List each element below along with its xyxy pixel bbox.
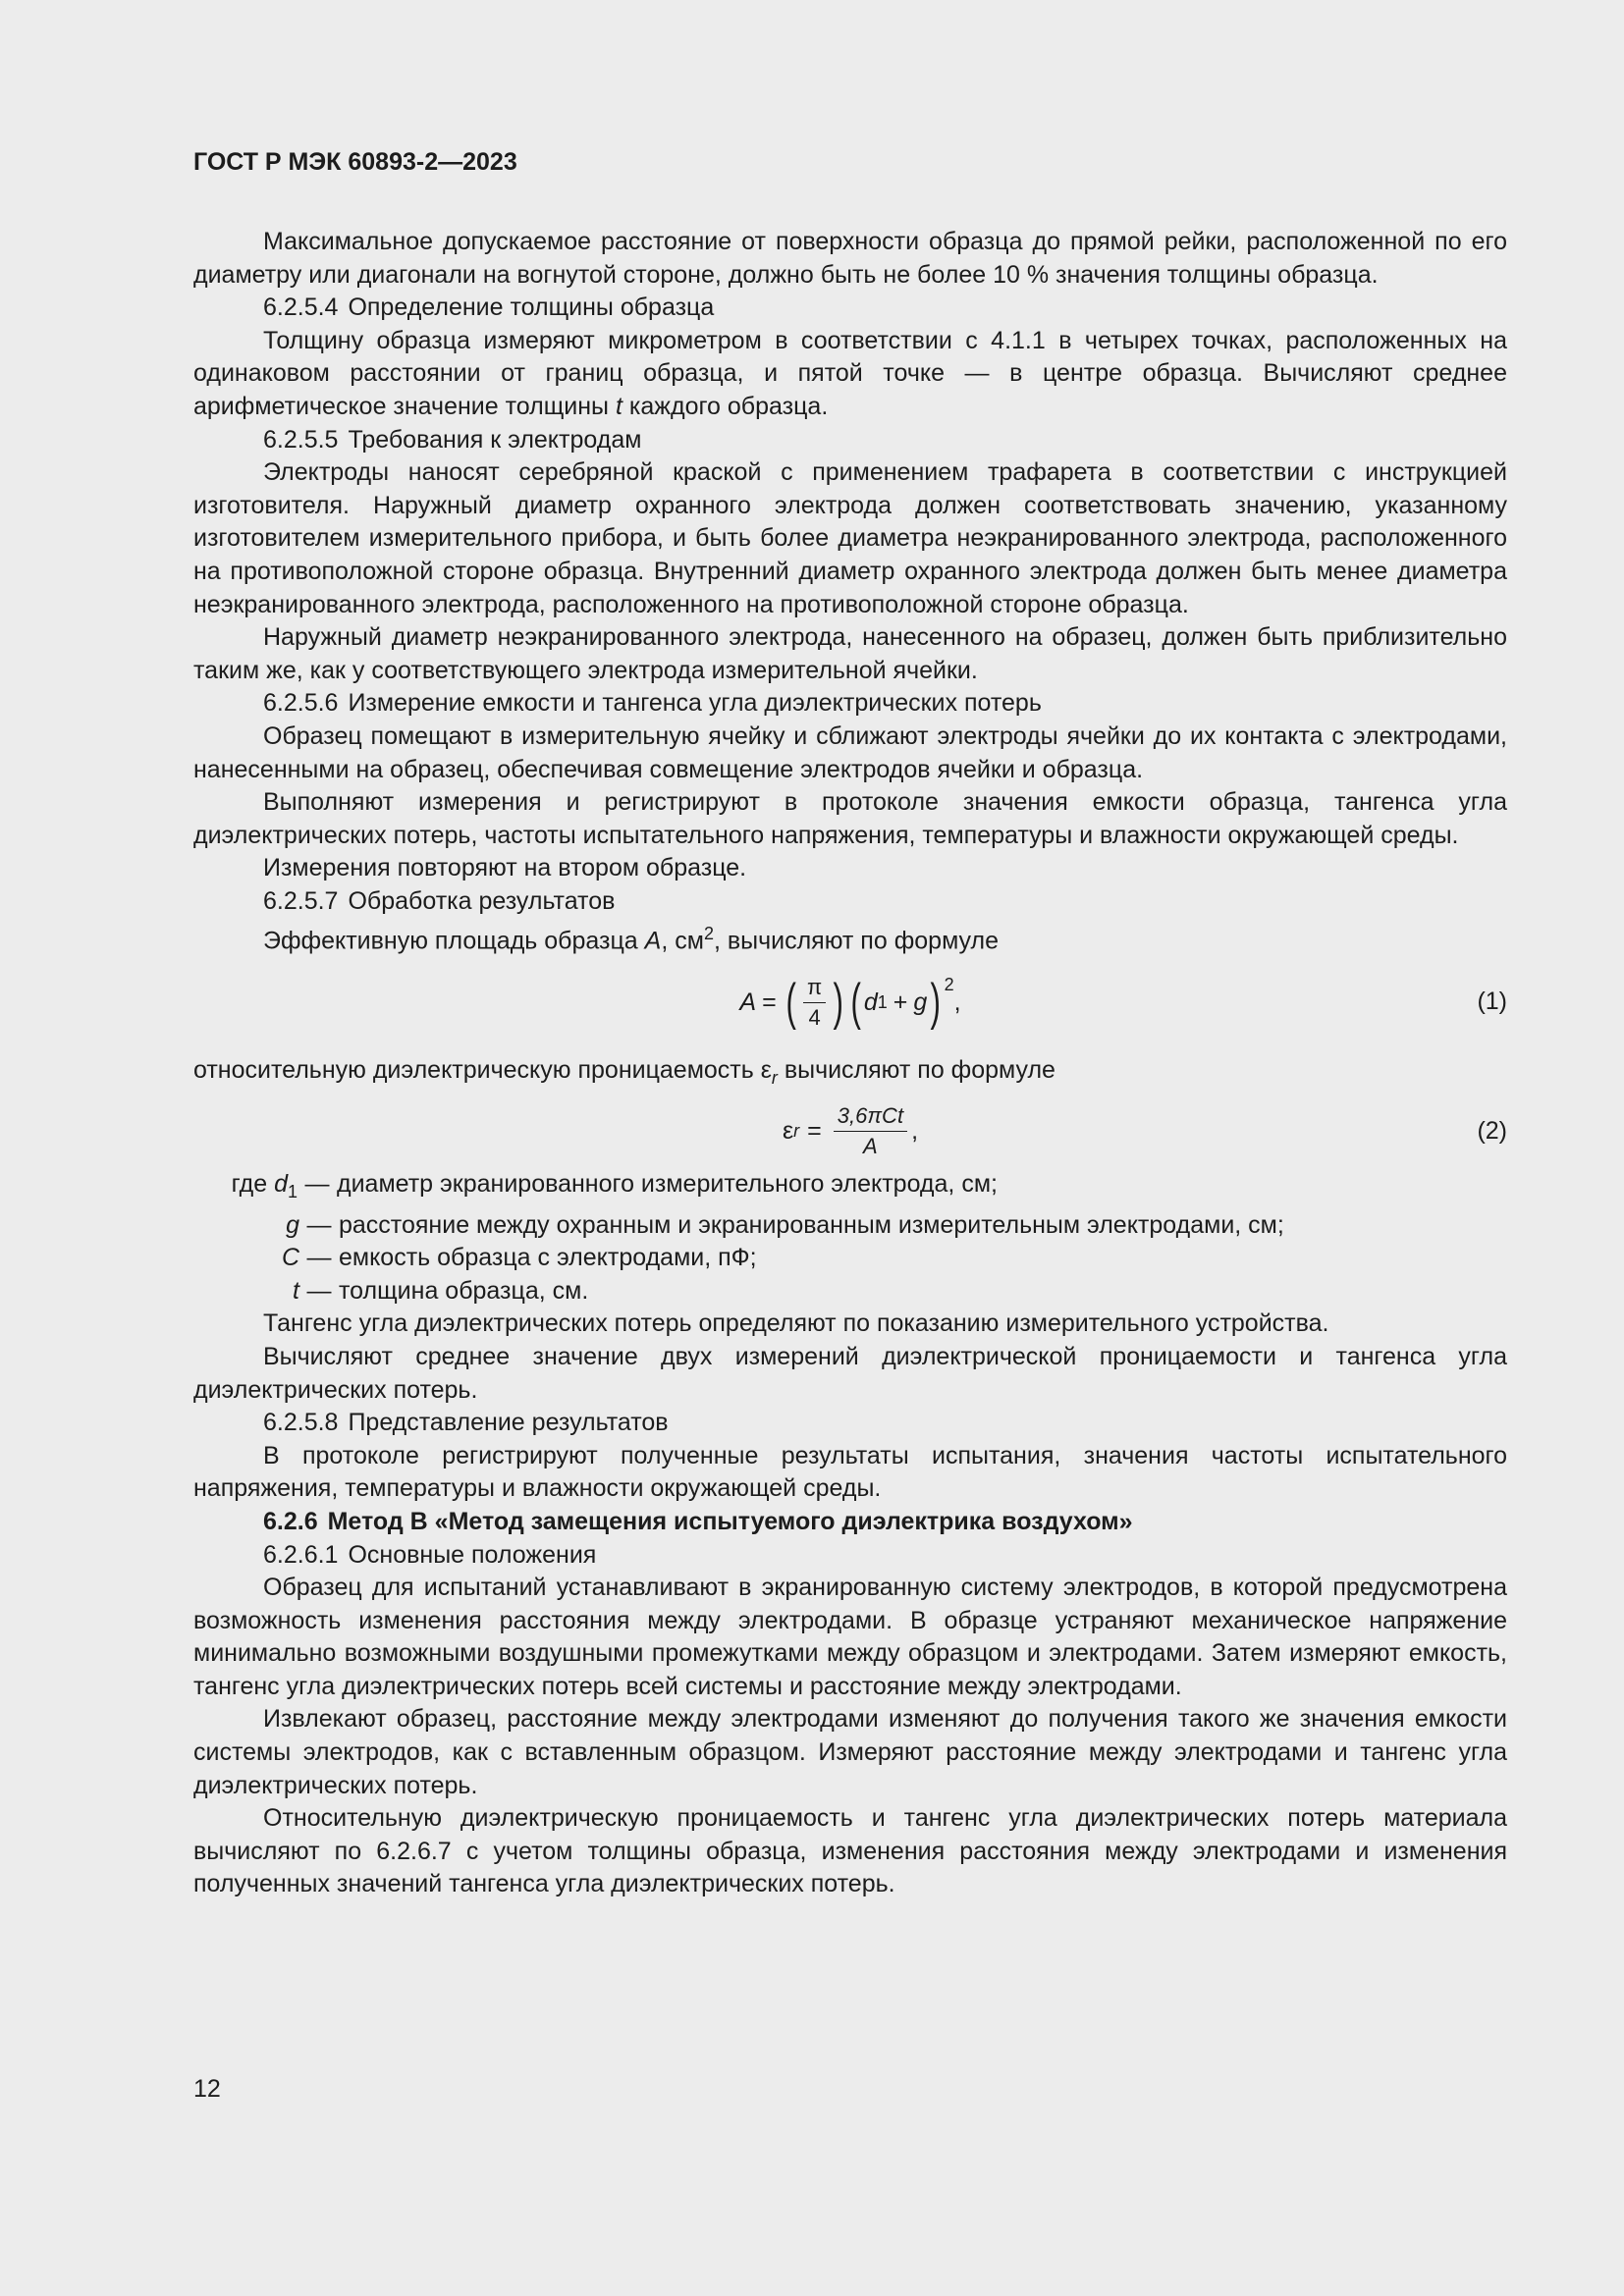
legend-item <box>193 1242 1507 1275</box>
paragraph <box>193 1054 1507 1095</box>
section-heading-6-2-5-5 <box>193 424 1507 457</box>
legend-symbol <box>191 1168 298 1209</box>
text-run: относительную диэлектрическую проницаемость ε <box>193 1056 772 1085</box>
fraction-denominator: 4 <box>808 1004 821 1030</box>
formula-2 <box>193 1095 1507 1168</box>
document-body <box>193 226 1507 1901</box>
section-heading-6-2-5-7 <box>193 885 1507 919</box>
paragraph: Вычисляют среднее значение двух измерений диэлектрической проницаемости и тангенса угла диэлектрических потерь. <box>193 1342 1507 1404</box>
section-title: Основные положения <box>348 1540 597 1569</box>
formula-symbol: A <box>739 988 757 1016</box>
right-paren: ) <box>930 974 942 1032</box>
legend-description: диаметр экранированного измерительного электрода, см; <box>337 1169 998 1198</box>
equation-number: (1) <box>1477 988 1507 1016</box>
section-heading-6-2-6-1 <box>193 1539 1507 1573</box>
section-number: 6.2.5.6 <box>263 689 339 718</box>
left-paren: ( <box>785 974 796 1032</box>
legend-list <box>193 1168 1507 1308</box>
text-run: , вычисляют по формуле <box>713 927 999 955</box>
fraction-numerator: π <box>803 975 826 1003</box>
comma: , <box>911 1117 919 1146</box>
formula-symbol: g <box>913 988 928 1016</box>
section-heading-6-2-5-6 <box>193 687 1507 721</box>
section-title: Метод В «Метод замещения испытуемого диэлектрика воздухом» <box>327 1507 1133 1535</box>
paragraph: Электроды наносят серебряной краской с применением трафарета в соответствии с инструкцией изготовителя. Наружный диаметр охранного электрода должен соответствовать значению, указанному изготовителем измерительного прибора, и быть более диаметра неэкранированного электрода, расположенного на противоположной стороне образца. Внутренний диаметр охранного электрода должен быть менее диаметра неэкранированного электрода, расположенного на противоположной стороне образца. <box>193 458 1507 618</box>
section-title: Представление результатов <box>348 1409 669 1437</box>
section-number: 6.2.5.5 <box>263 425 339 454</box>
legend-item <box>193 1275 1507 1308</box>
text-run: Эффективную площадь образца <box>263 927 645 955</box>
right-paren: ) <box>833 974 844 1032</box>
legend-dash: — <box>304 1169 330 1198</box>
section-title: Обработка результатов <box>348 886 616 915</box>
section-title: Определение толщины образца <box>348 294 715 322</box>
section-number: 6.2.6 <box>263 1507 318 1535</box>
paragraph: Максимальное допускаемое расстояние от поверхности образца до прямой рейки, расположенной по его диаметру или диагонали на вогнутой стороне, должно быть не более 10 % значения толщины образца. <box>193 228 1507 289</box>
formula-1-expression <box>193 958 1507 1046</box>
formula-symbol: d <box>863 988 878 1016</box>
legend-description: толщина образца, см. <box>339 1276 589 1305</box>
paragraph: Относительную диэлектрическую проницаемость и тангенс угла диэлектрических потерь материала вычисляют по 6.2.6.7 с учетом толщины образца, изменения расстояния между электродами и изменения полученных значений тангенса угла диэлектрических потерь. <box>193 1804 1507 1898</box>
section-heading-6-2-5-4 <box>193 292 1507 325</box>
paragraph: Образец для испытаний устанавливают в экранированную систему электродов, в которой предусмотрена возможность изменения расстояния между электродами. В образце устраняют механическое напряжение минимально возможными воздушными промежутками между образцом и электродами. Затем измеряют емкость, тангенс угла диэлектрических потерь всей системы и расстояние между электродами. <box>193 1574 1507 1700</box>
formula-1 <box>193 958 1507 1046</box>
legend-dash: — <box>306 1244 332 1272</box>
paragraph: Наружный диаметр неэкранированного электрода, нанесенного на образец, должен быть приблизительно таким же, как у соответствующего электрода измерительной ячейки. <box>193 623 1507 684</box>
superscript: 2 <box>944 974 954 994</box>
section-title: Измерение емкости и тангенса угла диэлектрических потерь <box>348 689 1042 718</box>
subscript: r <box>793 1121 800 1142</box>
legend-symbol-text: где d <box>231 1169 288 1198</box>
subscript: r <box>771 1068 778 1089</box>
comma: , <box>953 988 961 1016</box>
equals-sign: = <box>807 1117 822 1146</box>
fraction-pi-over-4 <box>803 975 826 1031</box>
legend-description: емкость образца с электродами, пФ; <box>339 1244 757 1272</box>
text-run: каждого образца. <box>622 392 829 420</box>
plus-sign: + <box>893 988 908 1016</box>
paragraph <box>193 325 1507 424</box>
section-number: 6.2.5.8 <box>263 1409 339 1437</box>
legend-symbol: g <box>286 1210 299 1239</box>
legend-item <box>191 1168 1507 1209</box>
variable-A: A <box>644 927 662 955</box>
subscript: 1 <box>287 1181 298 1201</box>
paragraph: Тангенс угла диэлектрических потерь определяют по показанию измерительного устройства. <box>263 1309 1329 1338</box>
legend-dash: — <box>306 1210 332 1239</box>
subscript: 1 <box>877 991 888 1012</box>
paragraph: В протоколе регистрируют полученные результаты испытания, значения частоты испытательного напряжения, температуры и влажности окружающей среды. <box>193 1441 1507 1503</box>
paragraph: Образец помещают в измерительную ячейку и сближают электроды ячейки до их контакта с электродами, нанесенными на образец, обеспечивая совмещение электродов ячейки и образца. <box>193 721 1507 783</box>
paragraph: Выполняют измерения и регистрируют в протоколе значения емкости образца, тангенса угла диэлектрических потерь, частоты испытательного напряжения, температуры и влажности окружающей среды. <box>193 788 1507 849</box>
section-heading-6-2-5-8 <box>193 1407 1507 1440</box>
section-number: 6.2.5.4 <box>263 294 339 322</box>
text-run: , см <box>661 927 704 955</box>
legend-item <box>193 1209 1507 1243</box>
section-number: 6.2.6.1 <box>263 1540 339 1569</box>
left-paren: ( <box>849 974 861 1032</box>
text-run: вычисляют по формуле <box>777 1056 1056 1085</box>
paragraph <box>193 918 1507 958</box>
fraction-numerator: 3,6πCt <box>834 1103 907 1132</box>
variable-t: t <box>615 392 623 420</box>
legend-symbol: C <box>281 1244 299 1272</box>
equation-number: (2) <box>1477 1117 1507 1146</box>
formula-symbol: ε <box>782 1117 794 1146</box>
formula-2-expression <box>193 1095 1507 1168</box>
legend-description: расстояние между охранным и экранированным измерительным электродами, см; <box>339 1210 1284 1239</box>
superscript: 2 <box>703 924 714 944</box>
equals-sign: = <box>762 988 777 1016</box>
page-number: 12 <box>193 2075 221 2103</box>
section-number: 6.2.5.7 <box>263 886 339 915</box>
paragraph: Измерения повторяют на втором образце. <box>263 854 747 882</box>
fraction <box>834 1103 907 1159</box>
section-heading-6-2-6 <box>193 1506 1507 1539</box>
document-header: ГОСТ Р МЭК 60893-2—2023 <box>193 148 517 176</box>
paragraph: Извлекают образец, расстояние между электродами изменяют до получения такого же значения емкости системы электродов, как с вставленным образцом. Измеряют расстояние между электродами и тангенс угла диэлектрических потерь. <box>193 1705 1507 1799</box>
legend-symbol: t <box>293 1276 299 1305</box>
legend-dash: — <box>306 1276 332 1305</box>
text-run: Толщину образца измеряют микрометром в соответствии с 4.1.1 в четырех точках, расположенных на одинаковом расстоянии от границ образца, и пятой точке — в центре образца. Вычисляют среднее арифметическое значение толщины <box>193 326 1507 420</box>
section-title: Требования к электродам <box>348 425 642 454</box>
fraction-denominator: A <box>863 1134 878 1159</box>
